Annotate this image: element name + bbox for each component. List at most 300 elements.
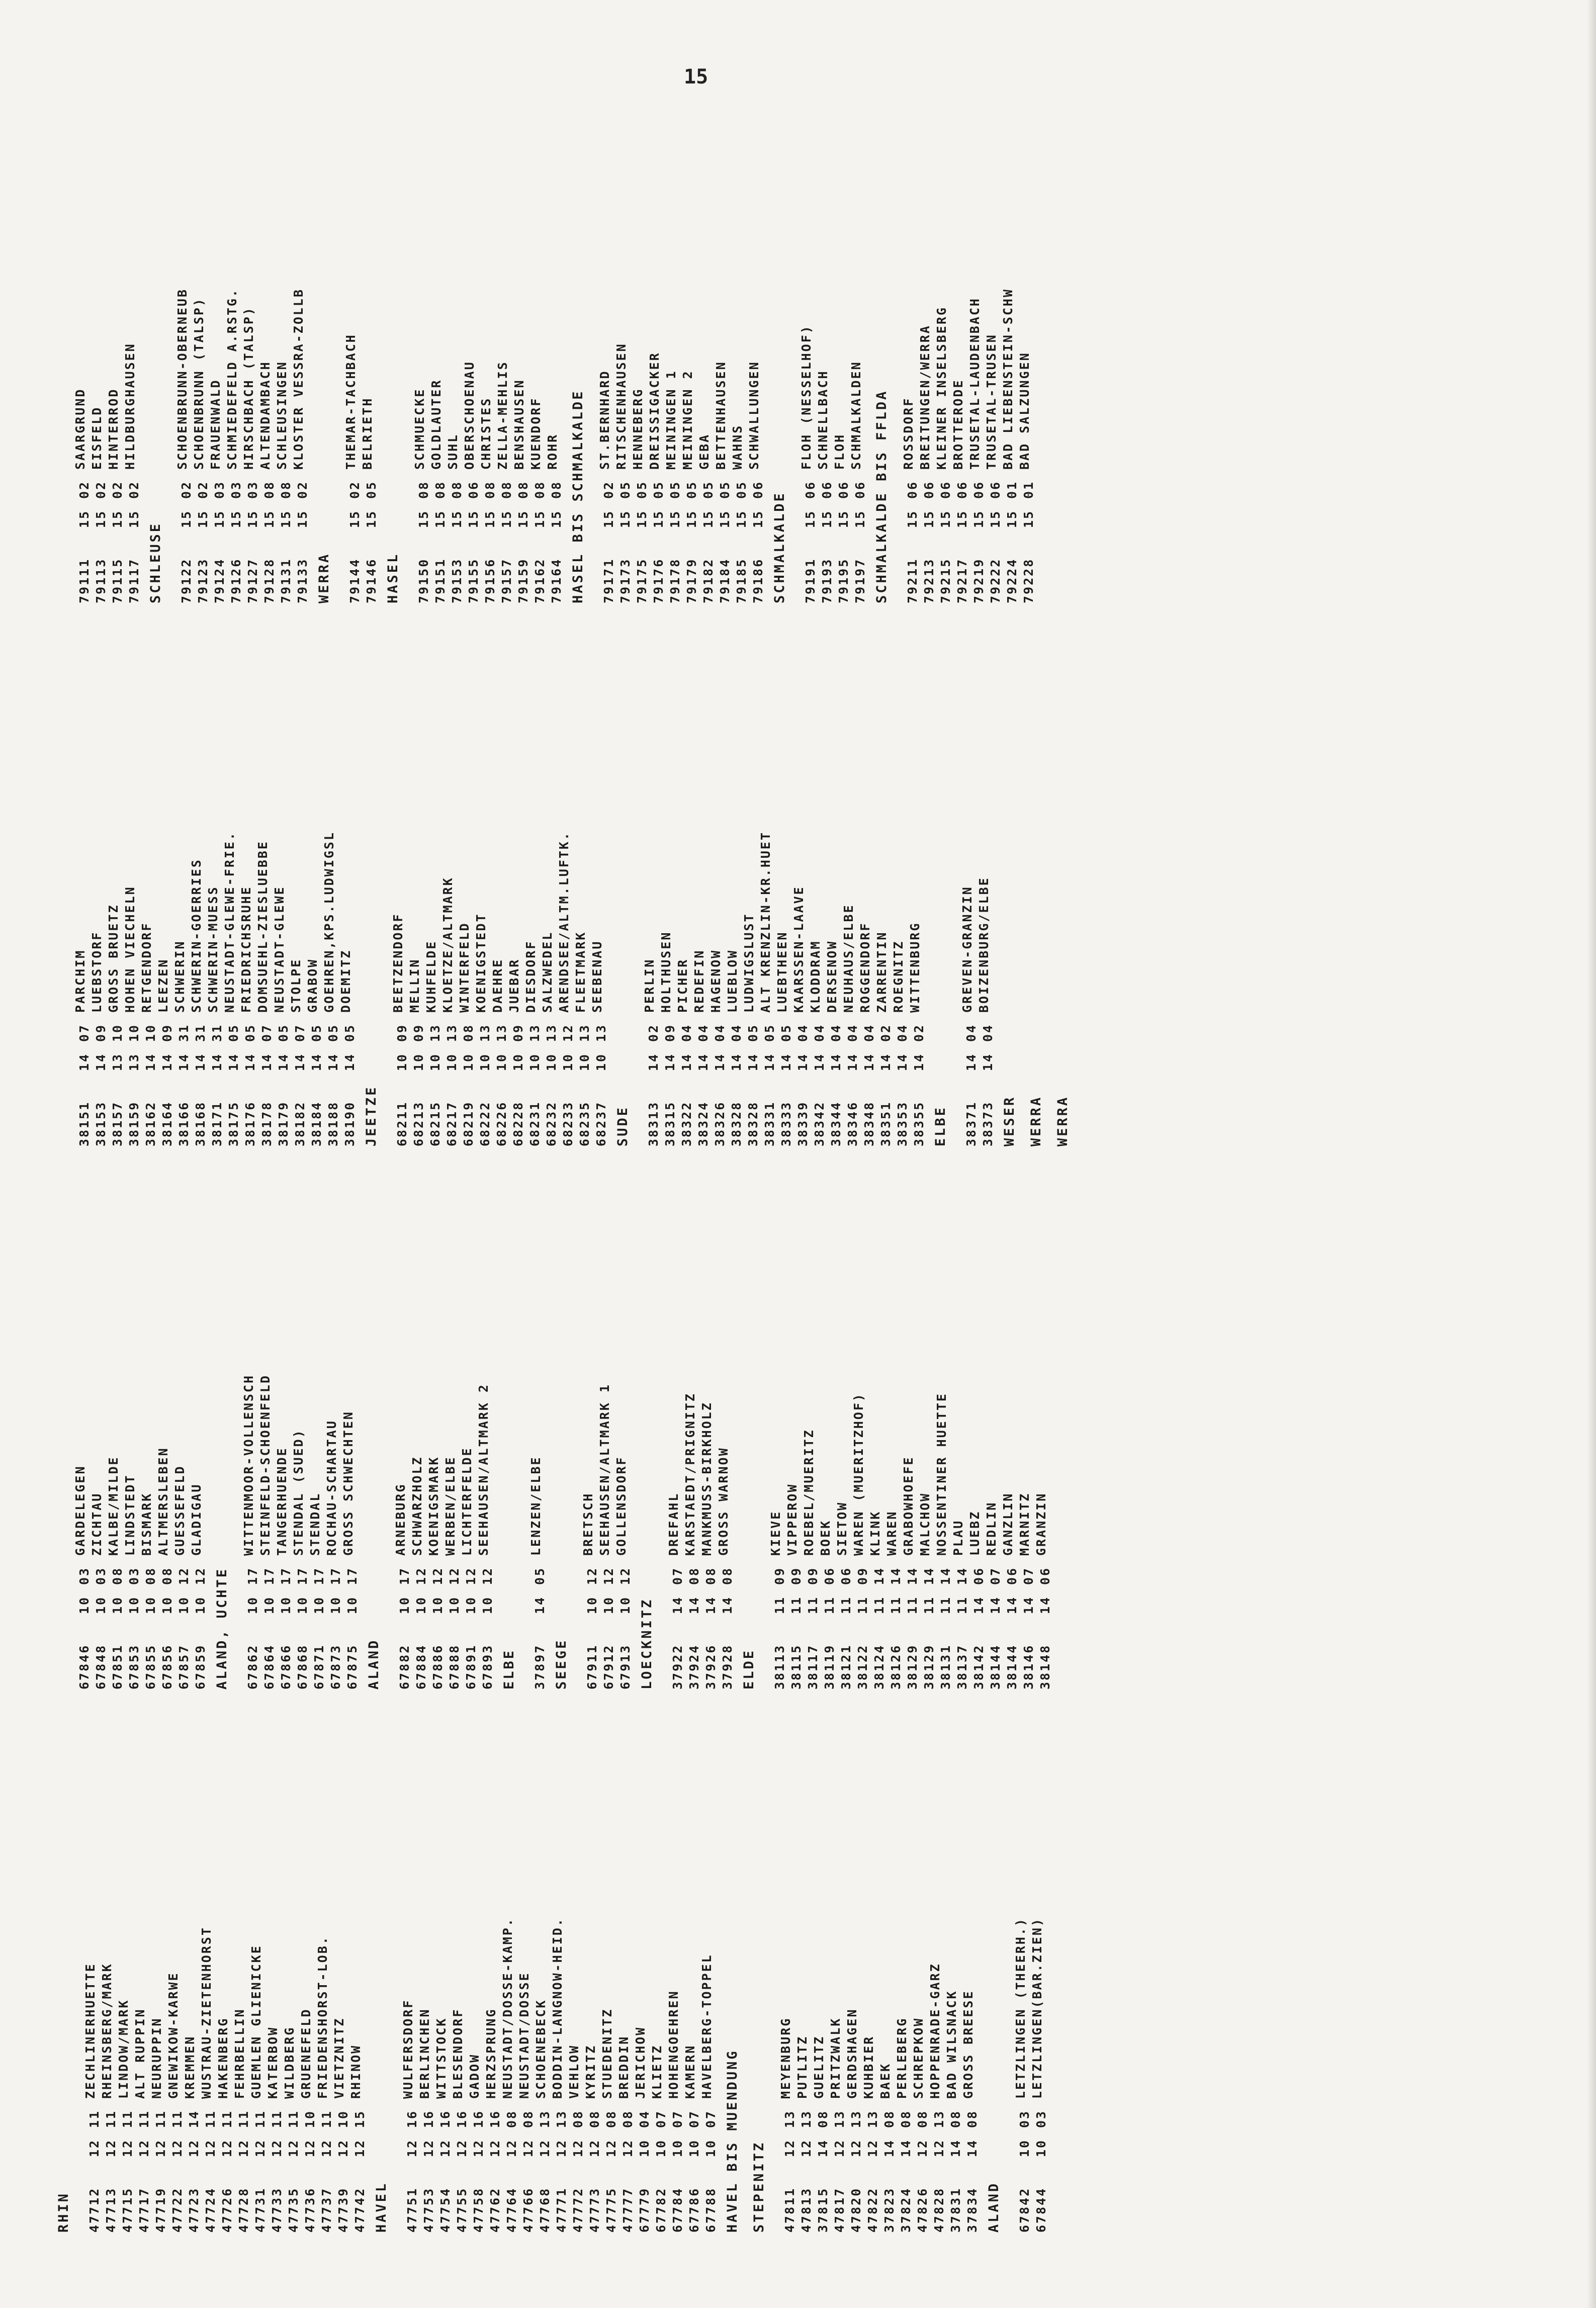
station-field-2: 12 (561, 1023, 575, 1042)
station-row (549, 1720, 569, 2233)
station-code: 38144 (988, 1644, 1003, 1690)
station-field-1: 10 (561, 1052, 575, 1071)
station-code: 38131 (938, 1644, 953, 1690)
station-field-1: 15 (483, 509, 497, 528)
station-name: SCHWARZHOLZ (410, 1456, 424, 1556)
station-row (174, 91, 194, 603)
station-field-1: 12 (849, 2139, 863, 2157)
station-field-1: 14 (176, 1052, 191, 1071)
station-row (613, 1177, 633, 1690)
station-field-1: 12 (604, 2139, 618, 2157)
station-field-2: 08 (816, 2109, 830, 2128)
station-code: 38190 (342, 1101, 357, 1146)
station-field-1: 15 (618, 509, 633, 528)
station-row (589, 634, 608, 1146)
station-field-2: 05 (364, 480, 379, 499)
station-field-1: 10 (414, 1595, 428, 1614)
station-name: BAD LIEBENSTEIN-SCHW (1001, 288, 1015, 470)
station-row (105, 1177, 125, 1690)
station-field-2: 04 (696, 1023, 711, 1042)
station-code: 38171 (210, 1101, 224, 1146)
station-row (340, 1177, 360, 1690)
station-code: 38355 (912, 1101, 926, 1146)
station-field-1: 14 (713, 1052, 727, 1071)
station-field-1: 12 (352, 2139, 367, 2157)
station-field-2: 06 (853, 480, 867, 499)
station-field-1: 14 (259, 1052, 274, 1071)
station-field-1: 15 (922, 509, 936, 528)
station-name: KALBE/MILDE (106, 1456, 121, 1556)
station-code: 38342 (812, 1101, 827, 1146)
river-section (1028, 634, 1044, 1146)
station-name: WILDBERG (282, 2026, 297, 2099)
station-name: ARNEBURG (393, 1483, 408, 1556)
station-code: 38188 (326, 1101, 340, 1146)
river-header: ALAND (366, 1638, 382, 1690)
station-field-1: 10 (594, 1052, 608, 1071)
station-name: HILDBURGHAUSEN (123, 342, 137, 470)
station-code: 79155 (466, 558, 481, 603)
station-field-1: 10 (143, 1595, 158, 1614)
station-field-1: 10 (464, 1595, 478, 1614)
station-row (649, 1720, 668, 2233)
station-field-1: 15 (516, 509, 530, 528)
station-field-1: 10 (1017, 2139, 1032, 2157)
station-field-2: 02 (878, 1023, 893, 1042)
station-field-1: 14 (77, 1052, 92, 1071)
station-field-2: 06 (1038, 1566, 1052, 1585)
station-name: GOLLENSDORF (614, 1456, 629, 1556)
station-code: 47736 (303, 2187, 317, 2233)
station-code: 47737 (319, 2187, 334, 2233)
station-name: SCHMUECKE (412, 388, 427, 470)
station-field-2: 12 (585, 1566, 599, 1585)
station-code: 67855 (143, 1644, 158, 1690)
station-field-2: 10 (336, 2109, 350, 2128)
station-row (314, 1720, 334, 2233)
station-code: 38144 (1005, 1644, 1019, 1690)
station-row (646, 91, 666, 603)
station-field-1: 12 (220, 2139, 234, 2157)
station-code: 47751 (405, 2187, 419, 2233)
station-field-1: 10 (670, 2139, 685, 2157)
station-field-2: 08 (604, 2109, 618, 2128)
station-row (274, 1177, 293, 1690)
station-name: ZARRENTIN (874, 931, 889, 1013)
station-field-2: 13 (577, 1023, 592, 1042)
station-field-2: 02 (601, 480, 616, 499)
station-name: DREISSIGACKER (647, 351, 662, 470)
station-name: SCHWERIN (172, 940, 187, 1013)
station-field-1: 12 (104, 2139, 118, 2157)
station-row (72, 634, 92, 1146)
station-field-2: 05 (668, 480, 682, 499)
station-field-2: 06 (803, 480, 818, 499)
station-row (406, 634, 426, 1146)
station-name: GUESSEFELD (172, 1465, 187, 1556)
river-section (1054, 634, 1071, 1146)
station-row (801, 1177, 820, 1690)
station-row (321, 634, 340, 1146)
station-row (1012, 1720, 1032, 2233)
station-field-2: 02 (295, 480, 310, 499)
station-code: 67786 (687, 2187, 701, 2233)
station-code: 38346 (845, 1101, 860, 1146)
station-field-1: 14 (309, 1052, 324, 1071)
station-name: SCHMIEDEFELD A.RSTG. (225, 288, 239, 470)
station-code: 38348 (862, 1101, 876, 1146)
station-field-2: 11 (203, 2109, 218, 2128)
station-name: STEINFELD-SCHOENFELD (258, 1374, 273, 1556)
station-field-1: 15 (701, 509, 716, 528)
station-field-2: 13 (445, 1023, 459, 1042)
station-field-2: 04 (862, 1023, 876, 1042)
river-header: HAVEL BIS MUENDUNG (725, 2049, 740, 2233)
station-field-1: 14 (1021, 1595, 1036, 1614)
station-code: 79222 (988, 558, 1003, 603)
station-code: 79173 (618, 558, 633, 603)
station-field-2: 17 (279, 1566, 293, 1585)
station-field-1: 12 (170, 2139, 185, 2157)
river-section (55, 91, 141, 603)
station-row (72, 91, 92, 603)
station-field-1: 10 (544, 1052, 559, 1071)
station-row (337, 634, 357, 1146)
station-code: 37926 (703, 1644, 718, 1690)
station-row (461, 91, 481, 603)
station-field-1: 15 (684, 509, 699, 528)
station-field-1: 13 (127, 1052, 141, 1071)
station-code: 47719 (153, 2187, 168, 2233)
station-name: ROCHAU-SCHARTAU (324, 1419, 339, 1556)
station-field-1: 15 (533, 509, 547, 528)
station-row (274, 91, 293, 603)
station-field-1: 15 (416, 509, 431, 528)
station-field-1: 14 (882, 2139, 897, 2157)
station-field-1: 14 (210, 1052, 224, 1071)
station-row (516, 1720, 536, 2233)
station-code: 47724 (203, 2187, 218, 2233)
station-field-1: 14 (895, 1052, 910, 1071)
station-code: 67911 (585, 1644, 599, 1690)
station-field-2: 08 (965, 2109, 980, 2128)
station-field-2: 14 (187, 2109, 201, 2128)
river-header: SCHLEUSE (148, 521, 163, 603)
station-row (411, 91, 431, 603)
station-name: GROSS BRUETZ (106, 904, 121, 1013)
station-field-1: 15 (450, 509, 464, 528)
scan-edge (1587, 0, 1596, 2308)
station-field-1: 10 (447, 1595, 462, 1614)
station-name: STENDAL (308, 1492, 322, 1556)
station-field-2: 13 (782, 2109, 797, 2128)
station-row (271, 634, 291, 1146)
station-field-1: 12 (455, 2139, 469, 2157)
station-field-2: 12 (464, 1566, 478, 1585)
station-code: 79151 (433, 558, 448, 603)
station-name: HAKENBERG (216, 2017, 230, 2099)
station-code: 79144 (347, 558, 362, 603)
station-field-2: 05 (226, 1023, 241, 1042)
river-section (570, 91, 765, 603)
station-code: 47753 (421, 2187, 436, 2233)
station-field-1: 14 (964, 1052, 979, 1071)
station-name: WULFERSDORF (401, 1999, 415, 2099)
station-field-1: 14 (746, 1052, 760, 1071)
station-field-1: 10 (461, 1052, 476, 1071)
station-name: ALTMERSLEBEN (156, 1447, 170, 1556)
station-name: SEEHAUSEN/ALTMARK 2 (476, 1383, 491, 1556)
station-field-2: 11 (220, 2109, 234, 2128)
station-code: 79146 (364, 558, 379, 603)
station-row (298, 1720, 317, 2233)
station-code: 79131 (279, 558, 293, 603)
station-code: 38129 (922, 1644, 936, 1690)
station-field-2: 04 (812, 1023, 827, 1042)
river-header: SEEGE (554, 1638, 569, 1690)
station-field-2: 09 (855, 1566, 870, 1585)
station-name: BEETZENDORF (391, 913, 405, 1013)
station-name: KYRITZ (583, 2044, 598, 2099)
station-field-2: 17 (328, 1566, 343, 1585)
station-name: BAD WILSNACK (944, 1990, 959, 2099)
station-row (400, 1720, 419, 2233)
station-field-2: 13 (527, 1023, 542, 1042)
station-field-2: 08 (262, 480, 277, 499)
station-field-1: 15 (803, 509, 818, 528)
station-name: BOIZENBURG/ELBE (977, 876, 991, 1013)
station-row (459, 1177, 478, 1690)
station-name: WITTENBURG (908, 922, 922, 1013)
station-field-2: 13 (544, 1023, 559, 1042)
station-code: 79178 (668, 558, 682, 603)
station-field-1: 10 (601, 1595, 616, 1614)
station-field-1: 14 (687, 1595, 701, 1614)
station-name: LICHTERFELDE (460, 1447, 474, 1556)
station-name: MEYENBURG (778, 2017, 793, 2099)
station-row (757, 634, 777, 1146)
station-row (933, 91, 953, 603)
station-field-1: 14 (703, 1595, 718, 1614)
station-row (798, 91, 818, 603)
station-name: SCHOENBRUNN-OBERNEUB (175, 288, 190, 470)
station-row (959, 634, 979, 1146)
station-name: FRAUENWALD (208, 379, 223, 470)
station-field-1: 15 (179, 509, 194, 528)
station-name: BISMARK (139, 1492, 154, 1556)
station-row (475, 1177, 495, 1690)
station-field-2: 04 (713, 1023, 727, 1042)
station-field-1: 15 (466, 509, 481, 528)
station-field-1: 12 (286, 2139, 301, 2157)
station-field-1: 12 (187, 2139, 201, 2157)
station-code: 79176 (651, 558, 666, 603)
station-row (580, 1177, 599, 1690)
station-field-1: 11 (938, 1595, 953, 1614)
station-field-1: 12 (421, 2139, 436, 2157)
station-name: ROEGNITZ (891, 940, 906, 1013)
station-name: NOSSENTINER HUETTE (934, 1392, 949, 1556)
station-field-2: 17 (345, 1566, 360, 1585)
station-field-2: 03 (127, 1566, 141, 1585)
station-field-2: 05 (309, 1023, 324, 1042)
station-name: KLEINER INSELSBERG (934, 306, 949, 470)
station-name: RETGENDORF (139, 922, 154, 1013)
station-code: 79219 (971, 558, 986, 603)
station-field-1: 12 (799, 2139, 814, 2157)
station-name: GOLDLAUTER (429, 379, 444, 470)
station-code: 79228 (1021, 558, 1036, 603)
station-field-2: 03 (229, 480, 243, 499)
station-row (599, 1720, 618, 2233)
station-field-2: 03 (212, 480, 227, 499)
station-code: 79179 (684, 558, 699, 603)
station-field-2: 04 (964, 1023, 979, 1042)
station-name: KUHFELDE (424, 940, 438, 1013)
station-field-1: 12 (120, 2139, 135, 2157)
station-row (122, 634, 141, 1146)
station-field-2: 06 (971, 480, 986, 499)
station-name: LEEZEN (156, 958, 170, 1013)
station-field-2: 11 (270, 2109, 284, 2128)
station-name: JUEBAR (507, 958, 521, 1013)
station-name: KLOETZE/ALTMARK (440, 876, 455, 1013)
station-code: 47742 (352, 2187, 367, 2233)
station-field-2: 13 (849, 2109, 863, 2128)
station-field-1: 10 (654, 2139, 668, 2157)
station-field-2: 07 (259, 1023, 274, 1042)
station-field-2: 08 (433, 480, 448, 499)
station-field-2: 11 (153, 2109, 168, 2128)
station-name: GLADIGAU (189, 1483, 204, 1556)
station-row (817, 1177, 837, 1690)
station-name: VEHLOW (567, 2044, 581, 2099)
station-code: 38164 (160, 1101, 174, 1146)
station-field-2: 02 (646, 1023, 661, 1042)
station-row (966, 1177, 986, 1690)
station-field-2: 08 (450, 480, 464, 499)
river-header: HAVEL (374, 2181, 389, 2233)
station-row (831, 91, 851, 603)
station-code: 38151 (77, 1101, 92, 1146)
station-row (88, 634, 108, 1146)
station-field-1: 12 (336, 2139, 350, 2157)
station-field-1: 10 (494, 1052, 509, 1071)
station-code: 68215 (428, 1101, 442, 1146)
station-field-1: 14 (971, 1595, 986, 1614)
station-name: BRETSCH (581, 1492, 595, 1556)
station-field-2: 06 (988, 480, 1003, 499)
station-field-2: 06 (905, 480, 920, 499)
station-name: MANKMUSS-BIRKHOLZ (699, 1401, 714, 1556)
station-code: 37823 (882, 2187, 897, 2233)
station-field-1: 12 (782, 2139, 797, 2157)
station-row (240, 91, 260, 603)
station-field-1: 12 (554, 2139, 569, 2157)
station-field-2: 13 (478, 1023, 492, 1042)
table-column-3 (55, 634, 1564, 1146)
station-field-1: 15 (110, 509, 125, 528)
station-name: SUHL (446, 433, 460, 470)
station-row (221, 634, 241, 1146)
station-row (696, 91, 716, 603)
station-code: 38339 (795, 1101, 810, 1146)
station-code: 79150 (416, 558, 431, 603)
station-row (288, 634, 307, 1146)
station-name: SCHWERIN-MUESS (206, 885, 220, 1013)
station-row (566, 1720, 585, 2233)
station-row (148, 1720, 168, 2233)
station-name: SCHREPKOW (911, 2017, 926, 2099)
station-field-2: 11 (236, 2109, 251, 2128)
station-field-1: 10 (618, 1595, 633, 1614)
station-code: 38119 (822, 1644, 837, 1690)
station-name: HINTERROD (106, 388, 121, 470)
station-field-2: 08 (416, 480, 431, 499)
station-row (171, 634, 191, 1146)
station-field-1: 10 (687, 2139, 701, 2157)
station-field-1: 10 (262, 1595, 277, 1614)
station-row (784, 1177, 804, 1690)
river-section (316, 91, 379, 603)
station-field-2: 02 (912, 1023, 926, 1042)
station-code: 47775 (604, 2187, 618, 2233)
station-row (900, 1177, 920, 1690)
station-field-2: 09 (395, 1023, 409, 1042)
station-name: SCHNELLBACH (816, 370, 830, 470)
station-name: PRITZWALK (828, 2017, 843, 2099)
station-row (741, 634, 760, 1146)
station-name: HAVELBERG-TOPPEL (699, 1954, 714, 2099)
station-row (248, 1720, 268, 2233)
station-row (790, 634, 810, 1146)
station-name: HIRSCHBACH (TALSP) (241, 306, 256, 470)
station-code: 67788 (703, 2187, 718, 2233)
station-name: NEUSTADT/DOSSE-KAMP. (500, 1917, 515, 2099)
station-field-1: 14 (679, 1052, 694, 1071)
station-field-2: 08 (571, 2109, 585, 2128)
station-field-2: 17 (295, 1566, 310, 1585)
station-field-1: 14 (696, 1052, 711, 1071)
station-name: KLINK (868, 1510, 882, 1556)
station-name: RHINOW (348, 2044, 363, 2099)
station-code: 79128 (262, 558, 277, 603)
station-row (347, 1720, 367, 2233)
station-name: PARCHIM (73, 949, 87, 1013)
station-field-1: 15 (1021, 509, 1036, 528)
station-code: 79117 (127, 558, 141, 603)
station-code: 79111 (77, 558, 92, 603)
station-row (473, 634, 492, 1146)
station-field-1: 10 (176, 1595, 191, 1614)
station-field-2: 11 (120, 2109, 135, 2128)
table-column-1 (55, 1720, 1564, 2233)
station-code: 38353 (895, 1101, 910, 1146)
station-code: 47728 (236, 2187, 251, 2233)
station-field-1: 14 (795, 1052, 810, 1071)
station-code: 67871 (312, 1644, 326, 1690)
station-name: KARSTAEDT/PRIGNITZ (683, 1392, 697, 1556)
station-name: OBERSCHOENAU (462, 361, 477, 470)
station-code: 37831 (948, 2187, 963, 2233)
station-code: 67864 (262, 1644, 277, 1690)
station-name: WAHNS (730, 424, 745, 470)
station-name: REDEFIN (692, 949, 706, 1013)
station-name: VIPPEROW (785, 1483, 800, 1556)
station-code: 38313 (646, 1101, 661, 1146)
station-code: 47733 (270, 2187, 284, 2233)
station-name: NEUHAUS/ELBE (841, 904, 856, 1013)
